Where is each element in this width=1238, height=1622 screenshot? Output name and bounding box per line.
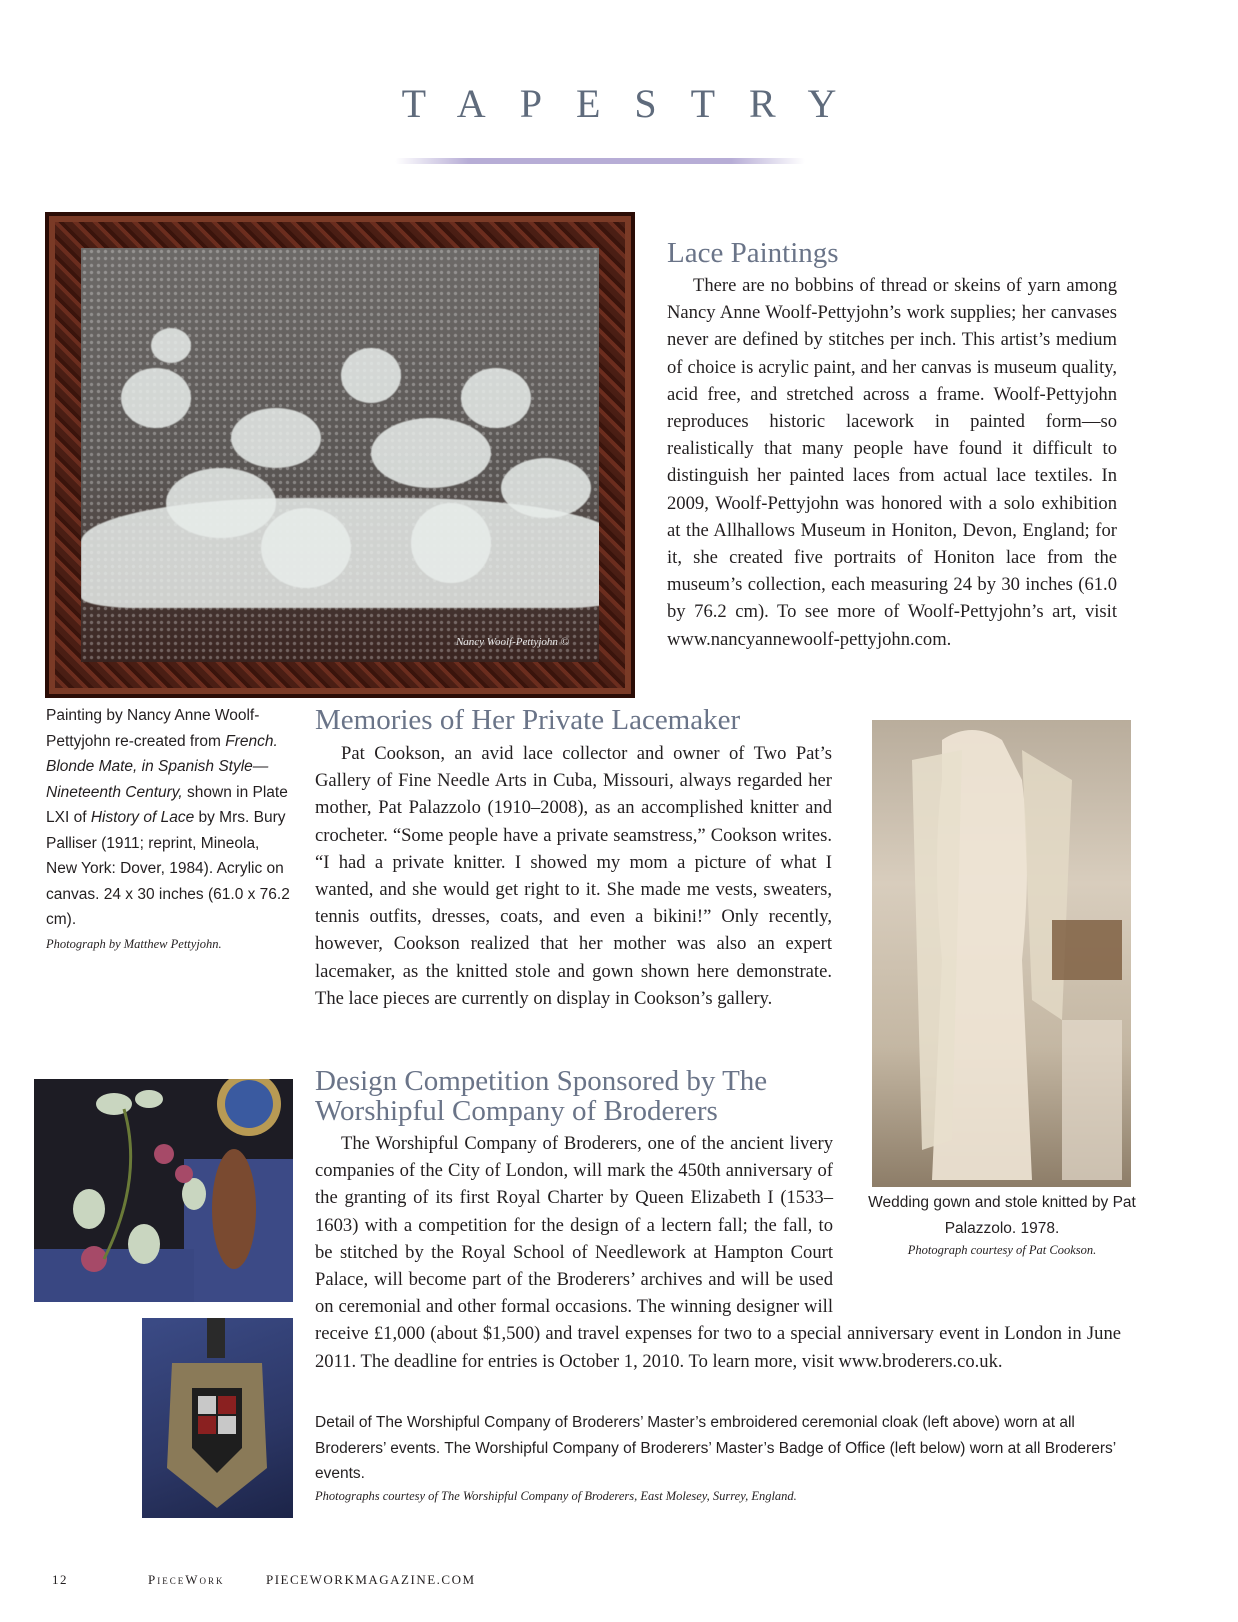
article-lace-paintings-text: There are no bobbins of thread or skeins of yarn among Nancy Anne Woolf-Pettyjohn’s work supplies; her canvases never are defined by stitches per inch. This artist’s medium of choice is acrylic paint, and her canvas is museum quality, acid free, and stretched across a frame. Woolf-Pettyjohn reproduces historic lacework in painted form—so realistically that many people have found it difficult to distinguish her painted laces from actual lace textiles. In 2009, Woolf-Pettyjohn was honored with a solo exhibition at the Allhallows Museum in Honiton, Devon, England; for it, she created five portraits of Honiton lace from the museum’s collection, each measuring 24 by 30 inches (61.0 by 76.2 cm). To see more of Woolf-Pettyjohn’s art, visit www.nancyannewoolf-pettyjohn.com.	[667, 275, 1117, 650]
caption-lace-painting	[46, 703, 291, 953]
photo-credit: Photograph courtesy of Pat Cookson.	[907, 1243, 1097, 1257]
caption-italic-book: History of Lace	[90, 809, 195, 826]
photo-credit: Photograph by Matthew Pettyjohn.	[46, 936, 222, 951]
text-wrap-spacer	[833, 1130, 1121, 1295]
ceremonial-cloak-photo	[34, 1079, 293, 1302]
section-masthead: TAPESTRY	[401, 81, 871, 126]
page-number: 12	[52, 1572, 68, 1587]
lace-painting-canvas	[81, 248, 599, 662]
wedding-gown-photo	[872, 720, 1131, 1187]
footer-magazine-name: PieceWork	[148, 1572, 225, 1587]
caption-text: Detail of The Worshipful Company of Broderers’ Master’s embroidered ceremonial cloak (left above) worn at all Broderers’ events. The Worshipful Company of Broderers’ Master’s Badge of Office (left below) worn at all Broderers’ events.	[315, 1414, 1116, 1482]
photo-credit: Photographs courtesy of The Worshipful Company of Broderers, East Molesey, Surrey, England.	[315, 1488, 797, 1503]
article-lace-paintings	[667, 272, 1117, 653]
heading-design-competition: Design Competition Sponsored by The Worshipful Company of Broderers	[315, 1065, 768, 1127]
badge-of-office-photo	[142, 1318, 293, 1518]
article-design-competition-text: The Worshipful Company of Broderers, one of the ancient livery companies of the City of London, will mark the 450th anniversary of the granting of its first Royal Charter by Queen Elizabeth I (1533–1603) with a competition for the design of a lectern fall; the fall, to be stitched by the Royal School of Needlework at Hampton Court Palace, will become part of the Broderers’ archives and will be used on ceremonial and other formal occasions. The winning designer will receive £1,000 (about $1,500) and travel expenses for two to a special anniversary event in London in June 2011. The deadline for entries is October 1, 2010. To learn more, visit www.broderers.co.uk.	[315, 1133, 1121, 1372]
lace-painting-image	[45, 212, 635, 698]
caption-text: Painting by Nancy Anne Woolf-Pettyjohn re-created from	[46, 707, 260, 750]
masthead-rule	[395, 158, 805, 164]
caption-text: Wedding gown and stole knitted by Pat Palazzolo. 1978.	[868, 1194, 1136, 1237]
caption-broderers	[315, 1410, 1121, 1505]
caption-italic-title: French. Blonde Mate, in Spanish Style—Nineteenth Century,	[46, 732, 278, 801]
article-private-lacemaker	[315, 740, 832, 1012]
painting-signature: Nancy Woolf-Pettyjohn ©	[455, 636, 569, 648]
caption-text: shown in Plate LXI of	[46, 783, 288, 826]
article-private-lacemaker-text: Pat Cookson, an avid lace collector and owner of Two Pat’s Gallery of Fine Needle Arts in Cuba, Missouri, always regarded her mother, Pat Palazzolo (1910–2008), as an accomplished knitter and crocheter. “Some people have a private seamstress,” Cookson writes. “I had a private knitter. I showed my mom a picture of what I wanted, and she would get right to it. She made me vests, sweaters, tennis outfits, dresses, coats, and even a bikini!” Only recently, however, Cookson realized that her mother was also an expert lacemaker, as the knitted stole and gown shown here demonstrate. The lace pieces are currently on display in Cookson’s gallery.	[315, 743, 832, 1009]
article-design-competition	[315, 1130, 1121, 1400]
heading-lace-paintings: Lace Paintings	[667, 237, 839, 269]
caption-text: by Mrs. Bury Palliser (1911; reprint, Mineola, New York: Dover, 1984). Acrylic on canvas. 24 x 30 inches (61.0 x 76.2 cm).	[46, 809, 290, 928]
heading-private-lacemaker: Memories of Her Private Lacemaker	[315, 704, 741, 736]
footer-website: PIECEWORKMAGAZINE.COM	[266, 1572, 476, 1587]
